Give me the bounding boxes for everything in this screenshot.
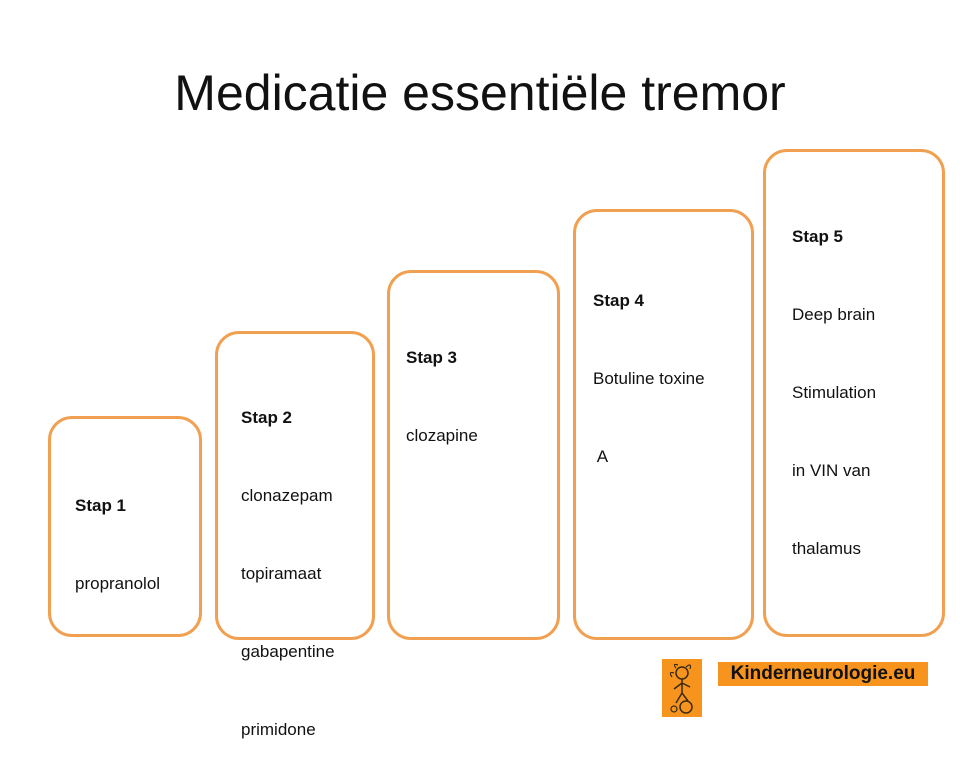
- step-5-line: in VIN van: [792, 461, 871, 480]
- step-5-label: Stap 5: [792, 227, 844, 246]
- step-2-line: topiramaat: [241, 564, 322, 583]
- step-5-line: Stimulation: [792, 383, 877, 402]
- step-1-text: [75, 441, 160, 623]
- step-3-text: [406, 293, 478, 475]
- step-5-line: thalamus: [792, 539, 861, 558]
- step-2-line: primidone: [241, 720, 316, 739]
- child-figure-icon: [662, 659, 702, 717]
- logo-text: Kinderneurologie.eu: [730, 663, 916, 684]
- step-5-line: Deep brain: [792, 305, 876, 324]
- step-4-line: Botuline toxine: [593, 369, 705, 388]
- step-1-line: propranolol: [75, 574, 161, 593]
- step-2-text: [241, 353, 335, 769]
- step-4-label: Stap 4: [593, 291, 645, 310]
- step-3-label: Stap 3: [406, 348, 458, 367]
- step-5-text: [792, 172, 876, 588]
- step-4-line: A: [593, 447, 609, 466]
- step-3-line: clozapine: [406, 426, 478, 445]
- step-4-text: [593, 236, 705, 496]
- step-2-line: gabapentine: [241, 642, 335, 661]
- slide-title: Medicatie essentiële tremor: [174, 65, 786, 121]
- step-2-label: Stap 2: [241, 408, 293, 427]
- step-1-label: Stap 1: [75, 496, 127, 515]
- logo-badge: [718, 662, 928, 686]
- step-2-line: clonazepam: [241, 486, 333, 505]
